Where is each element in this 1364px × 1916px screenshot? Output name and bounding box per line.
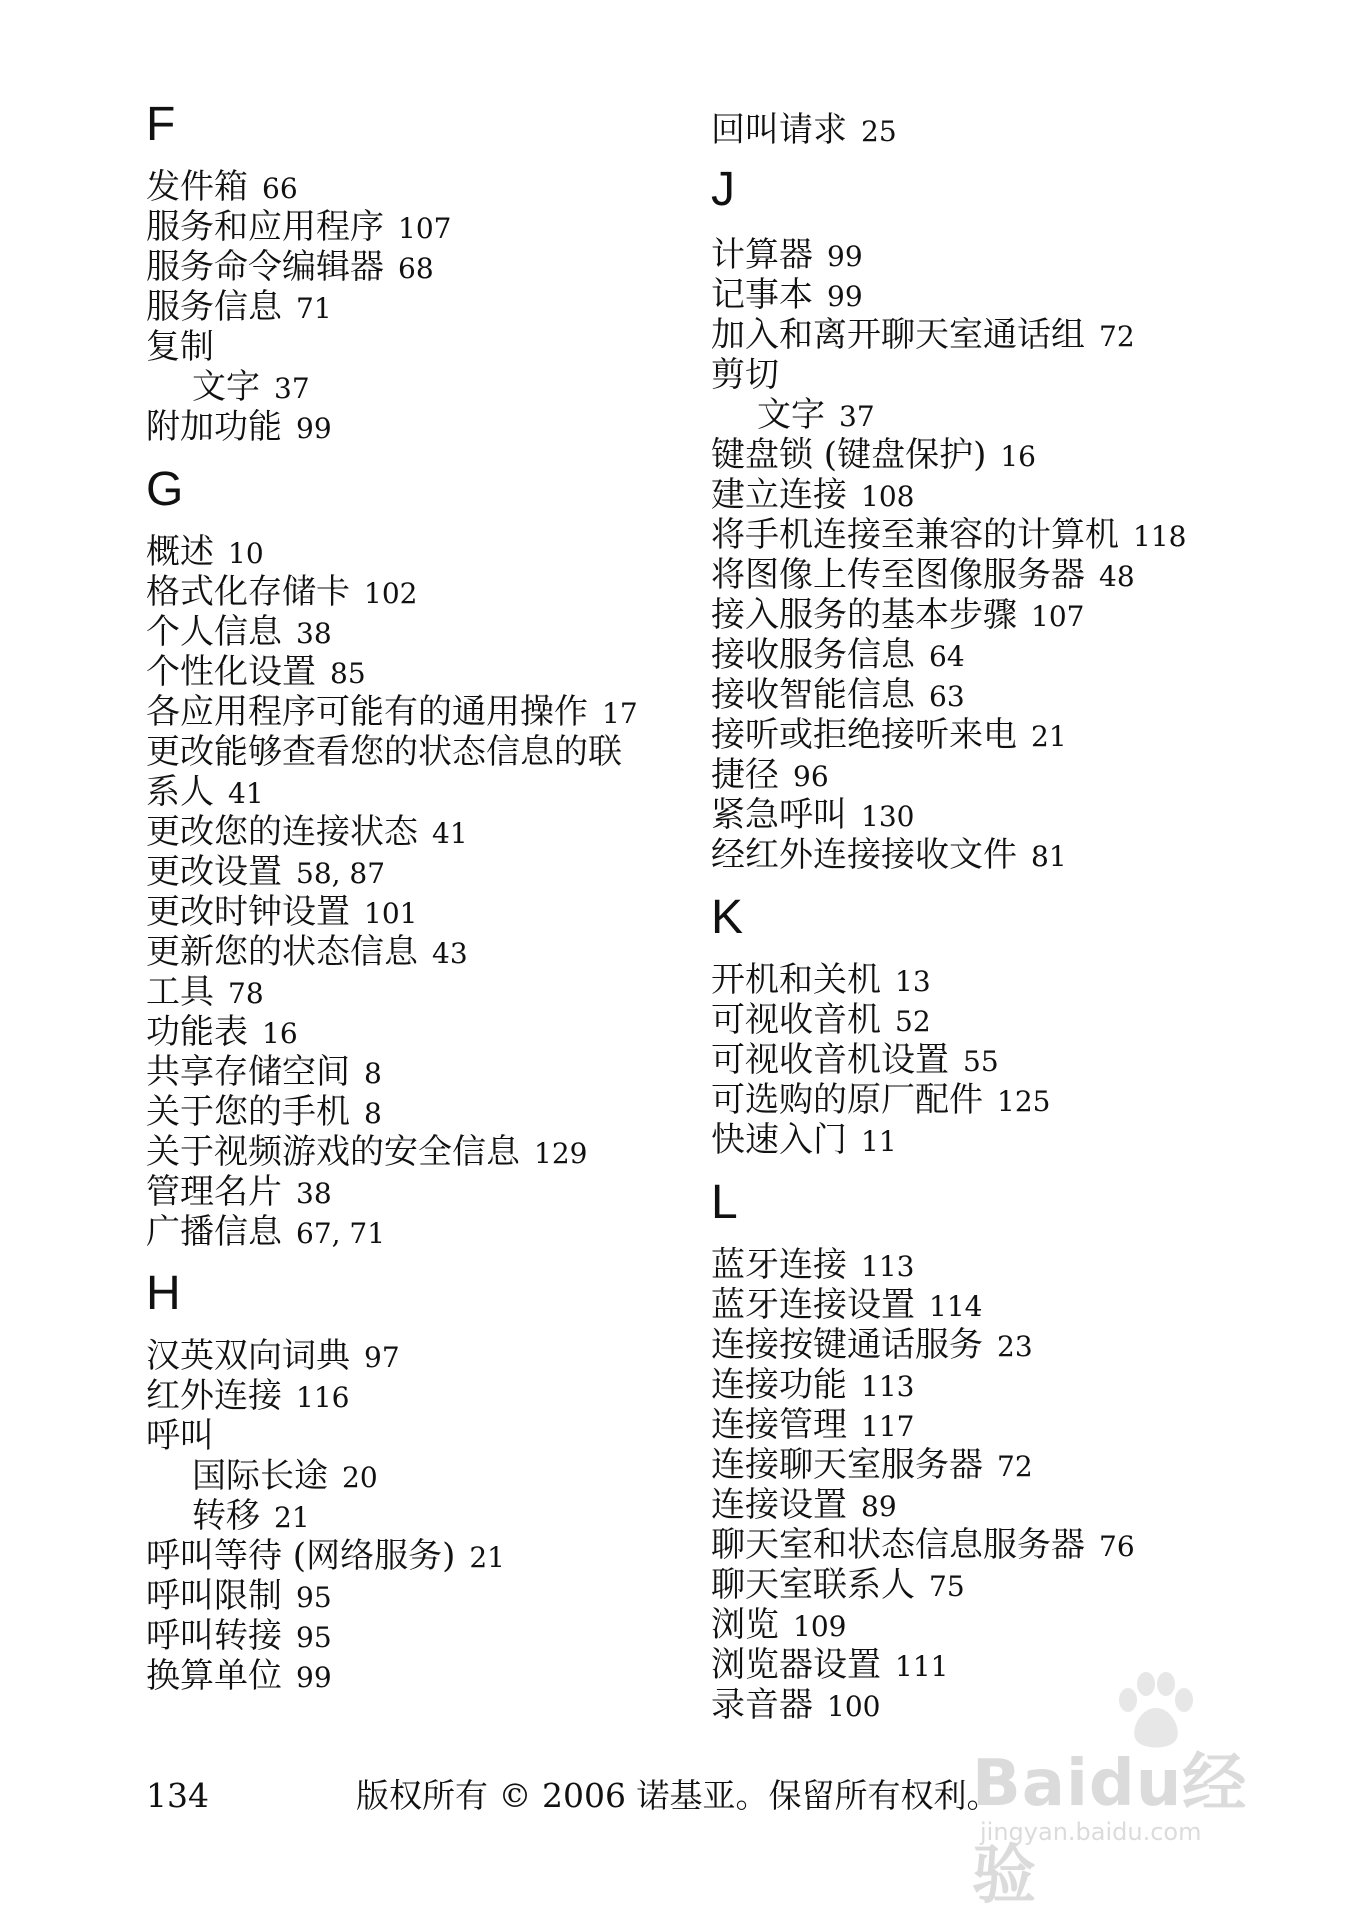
- entry-page-ref: 95: [296, 1581, 332, 1614]
- entry-term: 经红外连接接收文件: [711, 835, 1017, 875]
- entry-term: 连接设置: [711, 1485, 847, 1525]
- entry-page-ref: 96: [793, 760, 829, 793]
- index-entry: [711, 835, 1067, 875]
- index-entry: [711, 795, 914, 835]
- entry-term: 将手机连接至兼容的计算机: [711, 515, 1119, 555]
- entry-term: 可视收音机设置: [711, 1040, 949, 1080]
- entry-term: 换算单位: [146, 1656, 282, 1696]
- entry-term: 呼叫: [146, 1416, 214, 1456]
- index-entry: [146, 1376, 349, 1416]
- index-entry: [711, 1245, 914, 1285]
- entry-page-ref: 8: [364, 1097, 382, 1130]
- entry-term: 广播信息: [146, 1212, 282, 1252]
- entry-page-ref: 113: [861, 1250, 915, 1283]
- index-entry: [711, 1325, 1033, 1365]
- entry-page-ref: 25: [861, 115, 897, 148]
- index-entry: [711, 755, 829, 795]
- index-entry: [146, 1212, 385, 1252]
- index-entry: [146, 772, 264, 812]
- entry-page-ref: 63: [929, 680, 965, 713]
- entry-term: 个性化设置: [146, 652, 316, 692]
- index-entry: [146, 407, 332, 447]
- index-entry: [711, 475, 914, 515]
- entry-page-ref: 99: [827, 240, 863, 273]
- entry-term: 个人信息: [146, 612, 282, 652]
- watermark-logo-text: Baidu经验: [972, 1747, 1248, 1913]
- index-entry: [146, 852, 385, 892]
- index-entry: [711, 555, 1135, 595]
- index-entry: [146, 932, 468, 972]
- entry-term: 汉英双向词典: [146, 1336, 350, 1376]
- index-entry: [711, 110, 897, 150]
- entry-page-ref: 72: [997, 1450, 1033, 1483]
- entry-page-ref: 113: [861, 1370, 915, 1403]
- entry-term: 功能表: [146, 1012, 248, 1052]
- entry-term: 接听或拒绝接听来电: [711, 715, 1017, 755]
- index-entry: [146, 1172, 332, 1212]
- index-entry: [146, 1092, 382, 1132]
- entry-page-ref: 20: [342, 1461, 378, 1494]
- index-entry: [146, 1012, 298, 1052]
- entry-page-ref: 13: [895, 965, 931, 998]
- entry-term: 呼叫转接: [146, 1616, 282, 1656]
- entry-term: 工具: [146, 972, 214, 1012]
- entry-page-ref: 23: [997, 1330, 1033, 1363]
- index-entry: [146, 972, 264, 1012]
- entry-page-ref: 16: [1000, 440, 1036, 473]
- entry-page-ref: 68: [398, 252, 434, 285]
- entry-term: 键盘锁 (键盘保护): [711, 435, 987, 475]
- index-entry: [146, 1052, 382, 1092]
- entry-page-ref: 81: [1031, 840, 1067, 873]
- copyright-notice: 版权所有 © 2006 诺基亚。保留所有权利。: [356, 1776, 1000, 1815]
- entry-term: 可选购的原厂配件: [711, 1080, 983, 1120]
- entry-term: 国际长途: [192, 1456, 328, 1496]
- entry-term: 关于视频游戏的安全信息: [146, 1132, 520, 1172]
- index-entry: [711, 1525, 1135, 1565]
- entry-term: 建立连接: [711, 475, 847, 515]
- entry-page-ref: 85: [330, 657, 366, 690]
- index-entry: [146, 167, 298, 207]
- entry-term: 文字: [757, 395, 825, 435]
- index-entry: [146, 247, 434, 287]
- entry-page-ref: 111: [895, 1650, 949, 1683]
- entry-term: 接收智能信息: [711, 675, 915, 715]
- index-entry: [146, 612, 332, 652]
- entry-page-ref: 116: [296, 1381, 350, 1414]
- index-subentry: [146, 1456, 378, 1496]
- index-entry: [146, 327, 214, 367]
- index-entry: [711, 515, 1186, 555]
- entry-page-ref: 97: [364, 1341, 400, 1374]
- index-entry: [711, 1040, 999, 1080]
- index-entry: [711, 1485, 897, 1525]
- entry-term: 附加功能: [146, 407, 282, 447]
- index-entry: [146, 892, 417, 932]
- baidu-watermark: [960, 1672, 1300, 1913]
- entry-page-ref: 99: [296, 412, 332, 445]
- entry-page-ref: 107: [1031, 600, 1085, 633]
- entry-term: 更改时钟设置: [146, 892, 350, 932]
- entry-term: 蓝牙连接设置: [711, 1285, 915, 1325]
- index-entry: [711, 355, 779, 395]
- section-letter: H: [146, 1267, 181, 1320]
- entry-page-ref: 72: [1099, 320, 1135, 353]
- entry-term: 呼叫限制: [146, 1576, 282, 1616]
- index-entry: [711, 1080, 1050, 1120]
- section-letter: G: [146, 463, 184, 516]
- entry-page-ref: 21: [274, 1501, 310, 1534]
- index-entry: [711, 1365, 914, 1405]
- entry-page-ref: 38: [296, 617, 332, 650]
- entry-page-ref: 41: [432, 817, 468, 850]
- index-subentry: [146, 367, 310, 407]
- entry-term: 连接功能: [711, 1365, 847, 1405]
- section-letter: L: [711, 1176, 738, 1229]
- entry-page-ref: 114: [929, 1290, 983, 1323]
- index-entry: [146, 1656, 332, 1696]
- entry-page-ref: 17: [602, 697, 638, 730]
- entry-page-ref: 109: [793, 1610, 847, 1643]
- index-entry: [146, 1536, 505, 1576]
- entry-term: 蓝牙连接: [711, 1245, 847, 1285]
- entry-page-ref: 21: [1031, 720, 1067, 753]
- index-entry: [146, 812, 468, 852]
- entry-term: 服务命令编辑器: [146, 247, 384, 287]
- entry-term: 接收服务信息: [711, 635, 915, 675]
- entry-term: 系人: [146, 772, 214, 812]
- entry-term: 文字: [192, 367, 260, 407]
- entry-page-ref: 76: [1099, 1530, 1135, 1563]
- entry-page-ref: 10: [228, 537, 264, 570]
- entry-page-ref: 118: [1133, 520, 1187, 553]
- entry-page-ref: 129: [534, 1137, 588, 1170]
- entry-term: 概述: [146, 532, 214, 572]
- entry-term: 各应用程序可能有的通用操作: [146, 692, 588, 732]
- entry-term: 剪切: [711, 355, 779, 395]
- section-letter: J: [711, 163, 735, 216]
- index-entry: [711, 435, 1036, 475]
- index-entry: [711, 1645, 948, 1685]
- entry-page-ref: 130: [861, 800, 915, 833]
- entry-term: 更改能够查看您的状态信息的联: [146, 732, 622, 772]
- index-entry: [711, 715, 1067, 755]
- entry-term: 转移: [192, 1496, 260, 1536]
- index-entry: [711, 960, 931, 1000]
- section-letter: F: [146, 98, 176, 151]
- entry-page-ref: 8: [364, 1057, 382, 1090]
- entry-term: 服务和应用程序: [146, 207, 384, 247]
- entry-term: 呼叫等待 (网络服务): [146, 1536, 456, 1576]
- entry-term: 紧急呼叫: [711, 795, 847, 835]
- index-entry: [146, 652, 366, 692]
- entry-term: 服务信息: [146, 287, 282, 327]
- index-entry: [146, 532, 264, 572]
- index-entry: [146, 207, 451, 247]
- entry-page-ref: 66: [262, 172, 298, 205]
- entry-term: 记事本: [711, 275, 813, 315]
- entry-page-ref: 107: [398, 212, 452, 245]
- entry-page-ref: 37: [274, 372, 310, 405]
- index-entry: [146, 572, 417, 612]
- entry-term: 开机和关机: [711, 960, 881, 1000]
- entry-page-ref: 117: [861, 1410, 915, 1443]
- index-entry: [711, 1605, 846, 1645]
- index-entry: [146, 1132, 587, 1172]
- entry-page-ref: 108: [861, 480, 915, 513]
- entry-term: 红外连接: [146, 1376, 282, 1416]
- section-letter: K: [711, 891, 744, 944]
- index-entry: [146, 1416, 214, 1456]
- entry-term: 聊天室和状态信息服务器: [711, 1525, 1085, 1565]
- entry-term: 浏览: [711, 1605, 779, 1645]
- entry-page-ref: 43: [432, 937, 468, 970]
- entry-term: 浏览器设置: [711, 1645, 881, 1685]
- entry-term: 更改设置: [146, 852, 282, 892]
- entry-page-ref: 67, 71: [296, 1217, 386, 1250]
- entry-page-ref: 95: [296, 1621, 332, 1654]
- entry-page-ref: 64: [929, 640, 965, 673]
- entry-page-ref: 16: [262, 1017, 298, 1050]
- entry-page-ref: 41: [228, 777, 264, 810]
- index-entry: [146, 1576, 332, 1616]
- entry-page-ref: 58, 87: [296, 857, 386, 890]
- entry-page-ref: 48: [1099, 560, 1135, 593]
- index-entry: [711, 1445, 1033, 1485]
- index-entry: [711, 595, 1084, 635]
- entry-page-ref: 101: [364, 897, 418, 930]
- entry-page-ref: 11: [861, 1125, 897, 1158]
- index-entry: [711, 235, 863, 275]
- entry-page-ref: 71: [296, 292, 332, 325]
- entry-term: 连接聊天室服务器: [711, 1445, 983, 1485]
- entry-page-ref: 78: [228, 977, 264, 1010]
- index-entry: [711, 1000, 931, 1040]
- index-entry: [146, 732, 622, 772]
- index-entry: [711, 635, 965, 675]
- watermark-url: jingyan.baidu.com: [980, 1818, 1202, 1846]
- entry-term: 可视收音机: [711, 1000, 881, 1040]
- index-entry: [711, 1120, 897, 1160]
- entry-page-ref: 99: [827, 280, 863, 313]
- index-entry: [146, 1336, 400, 1376]
- entry-term: 管理名片: [146, 1172, 282, 1212]
- entry-term: 连接按键通话服务: [711, 1325, 983, 1365]
- entry-page-ref: 55: [963, 1045, 999, 1078]
- index-entry: [711, 315, 1135, 355]
- index-entry: [711, 1685, 880, 1725]
- index-entry: [711, 1285, 982, 1325]
- index-entry: [711, 1565, 965, 1605]
- entry-term: 更改您的连接状态: [146, 812, 418, 852]
- entry-term: 关于您的手机: [146, 1092, 350, 1132]
- entry-term: 接入服务的基本步骤: [711, 595, 1017, 635]
- entry-term: 复制: [146, 327, 214, 367]
- entry-term: 发件箱: [146, 167, 248, 207]
- page-number: 134: [146, 1776, 209, 1815]
- entry-term: 计算器: [711, 235, 813, 275]
- index-entry: [146, 287, 332, 327]
- entry-page-ref: 75: [929, 1570, 965, 1603]
- entry-term: 连接管理: [711, 1405, 847, 1445]
- entry-page-ref: 100: [827, 1690, 881, 1723]
- index-subentry: [146, 1496, 310, 1536]
- entry-term: 录音器: [711, 1685, 813, 1725]
- entry-term: 加入和离开聊天室通话组: [711, 315, 1085, 355]
- entry-page-ref: 102: [364, 577, 418, 610]
- index-entry: [146, 1616, 332, 1656]
- entry-term: 聊天室联系人: [711, 1565, 915, 1605]
- entry-page-ref: 21: [469, 1541, 505, 1574]
- index-entry: [711, 675, 965, 715]
- entry-page-ref: 99: [296, 1661, 332, 1694]
- entry-page-ref: 125: [997, 1085, 1051, 1118]
- index-entry: [711, 1405, 914, 1445]
- entry-term: 捷径: [711, 755, 779, 795]
- entry-page-ref: 89: [861, 1490, 897, 1523]
- entry-term: 共享存储空间: [146, 1052, 350, 1092]
- entry-page-ref: 52: [895, 1005, 931, 1038]
- entry-term: 回叫请求: [711, 110, 847, 150]
- index-entry: [711, 275, 863, 315]
- index-subentry: [711, 395, 875, 435]
- entry-term: 快速入门: [711, 1120, 847, 1160]
- entry-term: 格式化存储卡: [146, 572, 350, 612]
- index-entry: [146, 692, 638, 732]
- entry-term: 更新您的状态信息: [146, 932, 418, 972]
- entry-page-ref: 37: [839, 400, 875, 433]
- entry-term: 将图像上传至图像服务器: [711, 555, 1085, 595]
- entry-page-ref: 38: [296, 1177, 332, 1210]
